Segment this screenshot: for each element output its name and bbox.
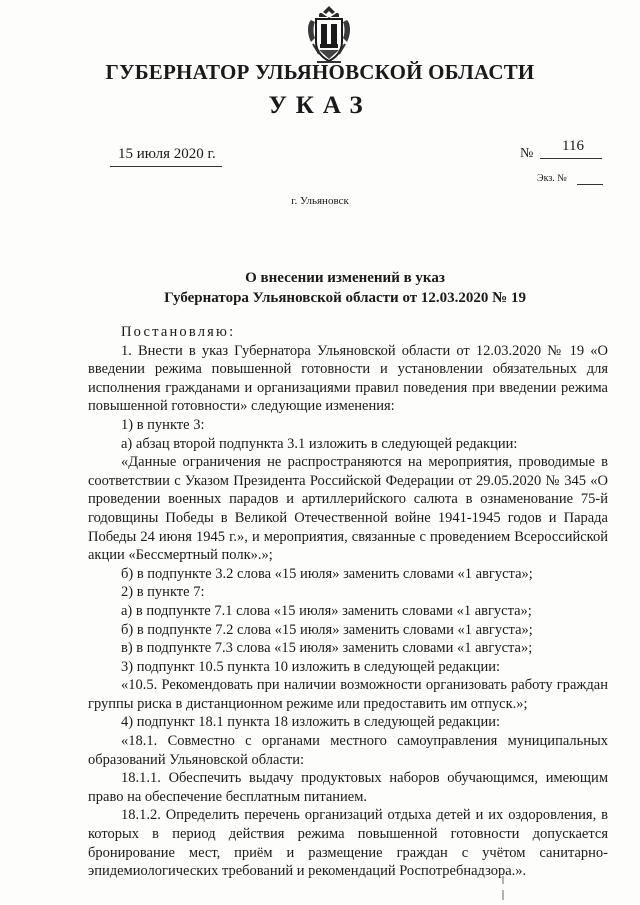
decree-paragraph: «Данные ограничения не распространяются на мероприятия, проводимые в соответствии с Указом Президента Российской Федерации от 29.05.2020 № 345 «О проведении военных парадов и артиллерийского салюта в ознаменование 75-й годовщины Победы в Великой Отечественной войне 1941-1945 годов и Парада Победы 24 июня 1945 г.», и мероприятия, связанные с проведением Всероссийской акции «Бессмертный полк».»;: [88, 454, 608, 564]
decree-heading: УКАЗ: [268, 92, 372, 119]
decree-paragraph: 2) в пункте 7:: [121, 584, 205, 601]
decree-paragraph: Постановляю:: [121, 324, 236, 340]
scan-mark: [497, 874, 517, 904]
governor-heading: ГУБЕРНАТОР УЛЬЯНОВСКОЙ ОБЛАСТИ: [105, 60, 535, 84]
decree-paragraph: 18.1.1. Обеспечить выдачу продуктовых наборов обучающимся, имеющим право на обеспечение бесплатным питанием.: [88, 770, 608, 805]
copy-number-underline: [577, 184, 603, 185]
number-underline: [540, 158, 602, 159]
decree-paragraph: 18.1.2. Определить перечень организаций отдыха детей и их оздоровления, в которых в период действия режима повышенной готовности допускается бронирование мест, приём и размещение граждан с учётом санитарно-эпидемиологических требований и рекомендаций Роспотребнадзора.».: [88, 807, 608, 880]
decree-number: 116: [562, 138, 584, 154]
city: г. Ульяновск: [291, 195, 349, 207]
number-sign: №: [520, 146, 534, 161]
decree-paragraph: б) в подпункте 3.2 слова «15 июля» заменить словами «1 августа»;: [121, 565, 533, 582]
decree-paragraph: 1) в пункте 3:: [121, 416, 205, 433]
decree-subject: [0, 268, 640, 308]
decree-paragraph: а) в подпункте 7.1 слова «15 июля» заменить словами «1 августа»;: [121, 602, 532, 619]
decree-paragraph: 1. Внести в указ Губернатора Ульяновской области от 12.03.2020 № 19 «О введении режима повышенной готовности и установлении обязательных для исполнения гражданами и организациями правил поведения при введении режима повышенной готовности» следующие изменения:: [88, 342, 608, 415]
decree-paragraph: 4) подпункт 18.1 пункта 18 изложить в следующей редакции:: [121, 714, 501, 731]
decree-paragraph: «18.1. Совместно с органами местного самоуправления муниципальных образований Ульяновской области:: [88, 733, 608, 768]
decree-body: [88, 323, 608, 881]
decree-paragraph: «10.5. Рекомендовать при наличии возможности организовать работу граждан группы риска в дистанционном режиме или предоставить им отпуск.»;: [88, 677, 608, 712]
decree-paragraph: 3) подпункт 10.5 пункта 10 изложить в следующей редакции:: [121, 658, 501, 675]
ulyanovsk-coat-of-arms-icon: [305, 4, 353, 66]
decree-paragraph: б) в подпункте 7.2 слова «15 июля» заменить словами «1 августа»;: [121, 621, 533, 638]
date-underline: [110, 166, 222, 167]
copy-number-label: Экз. №: [537, 173, 567, 184]
decree-paragraph: в) в подпункте 7.3 слова «15 июля» заменить словами «1 августа»;: [121, 640, 533, 657]
decree-paragraph: а) абзац второй подпункта 3.1 изложить в следующей редакции:: [121, 435, 518, 452]
subject-line-2: Губернатора Ульяновской области от 12.03.2020 № 19: [164, 290, 526, 306]
subject-line-1: О внесении изменений в указ: [245, 270, 445, 286]
decree-date: 15 июля 2020 г.: [118, 146, 216, 162]
